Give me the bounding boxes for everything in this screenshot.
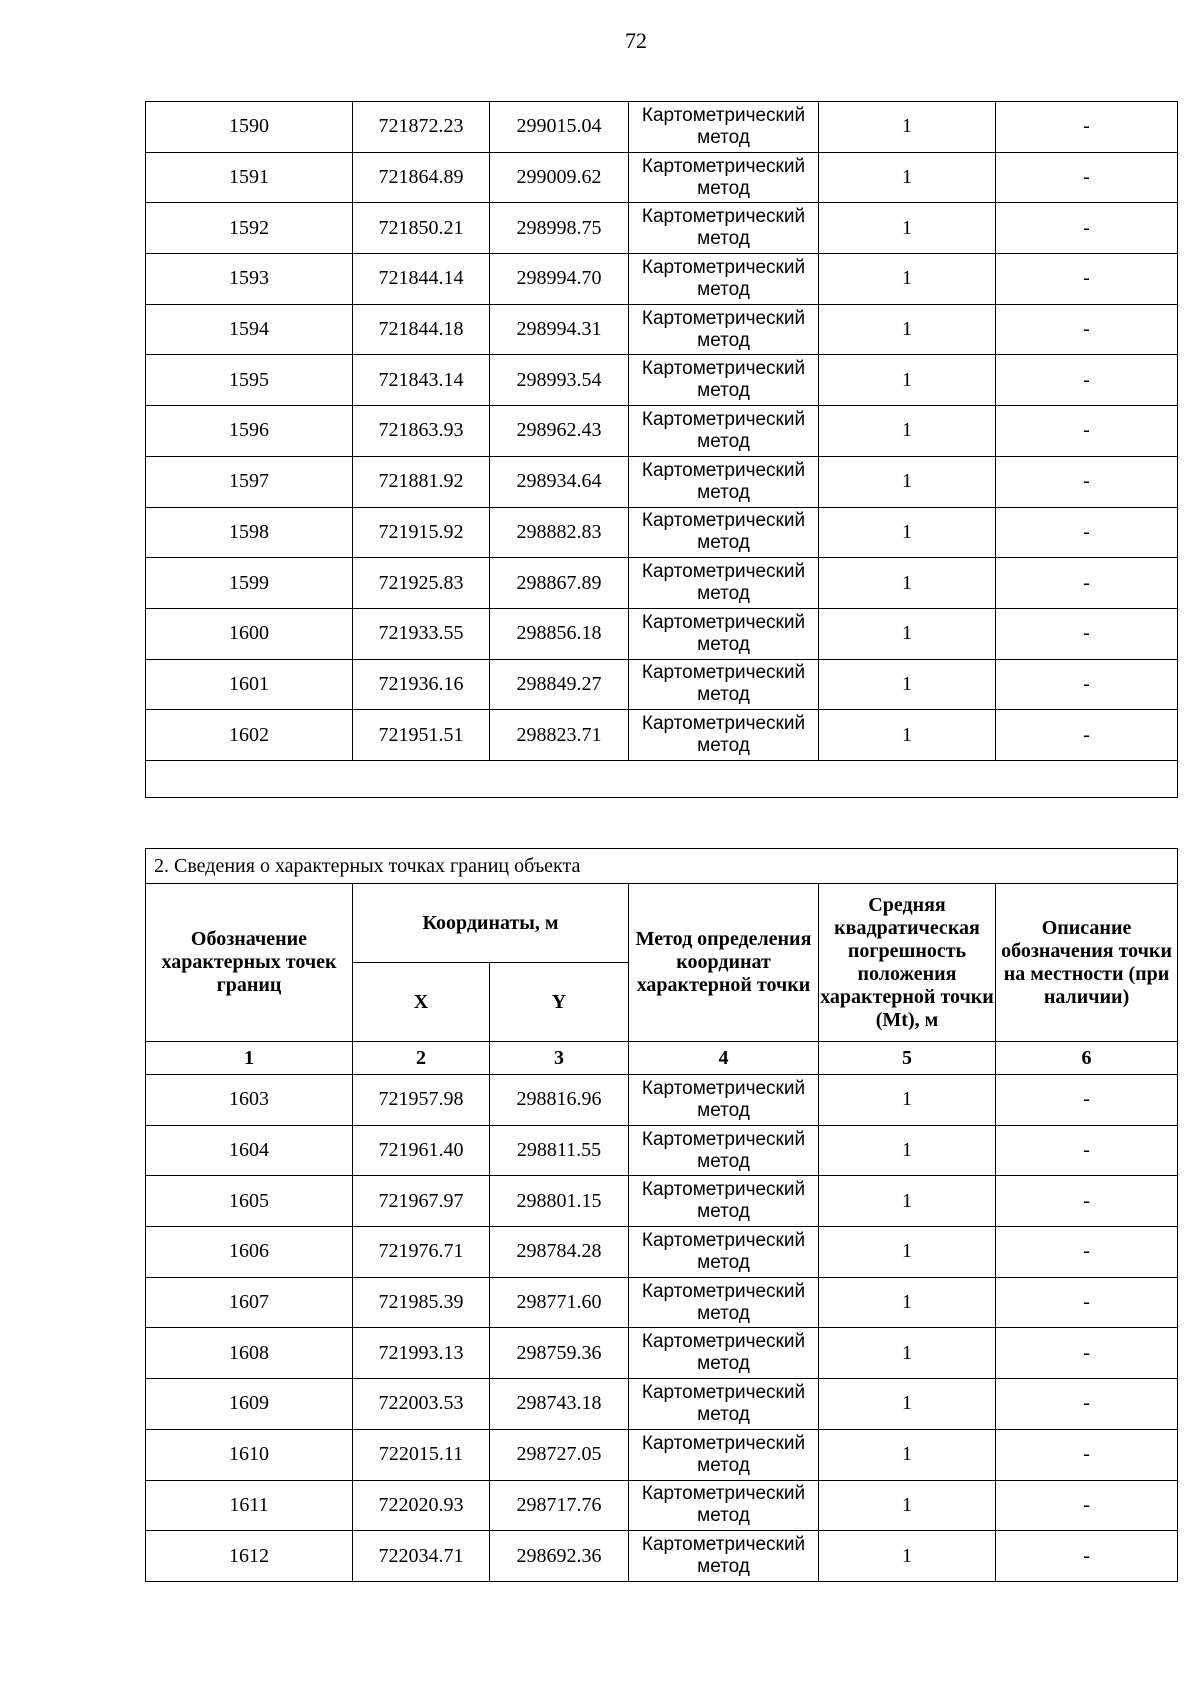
mt-cell: 1 (819, 203, 996, 254)
header-coordinates: Координаты, м (353, 884, 629, 963)
empty-row (146, 760, 1178, 797)
mt-cell: 1 (819, 304, 996, 355)
x-coordinate-cell: 722003.53 (353, 1379, 490, 1430)
description-cell: - (996, 1277, 1178, 1328)
description-cell: - (996, 152, 1178, 203)
point-cell: 1597 (146, 456, 353, 507)
point-cell: 1596 (146, 406, 353, 457)
header-y: Y (490, 963, 629, 1042)
coordinates-table-continued (145, 101, 1178, 798)
description-cell: - (996, 1429, 1178, 1480)
x-coordinate-cell: 721844.18 (353, 304, 490, 355)
method-cell: Картометрический метод (629, 1075, 819, 1126)
description-cell: - (996, 254, 1178, 305)
column-number: 4 (629, 1042, 819, 1075)
method-cell: Картометрический метод (629, 1328, 819, 1379)
method-cell: Картометрический метод (629, 1176, 819, 1227)
method-cell: Картометрический метод (629, 254, 819, 305)
method-cell: Картометрический метод (629, 608, 819, 659)
table-row (146, 102, 1178, 153)
x-coordinate-cell: 721985.39 (353, 1277, 490, 1328)
description-cell: - (996, 608, 1178, 659)
point-cell: 1602 (146, 710, 353, 761)
y-coordinate-cell: 298743.18 (490, 1379, 629, 1430)
table-row (146, 507, 1178, 558)
mt-cell: 1 (819, 406, 996, 457)
table-row (146, 1531, 1178, 1582)
description-cell: - (996, 1531, 1178, 1582)
y-coordinate-cell: 298811.55 (490, 1125, 629, 1176)
method-cell: Картометрический метод (629, 406, 819, 457)
table-row (146, 456, 1178, 507)
table-row (146, 1429, 1178, 1480)
point-cell: 1608 (146, 1328, 353, 1379)
table2-body (146, 849, 1178, 1582)
description-cell: - (996, 659, 1178, 710)
x-coordinate-cell: 721993.13 (353, 1328, 490, 1379)
table-row (146, 1277, 1178, 1328)
x-coordinate-cell: 721925.83 (353, 558, 490, 609)
table-row (146, 304, 1178, 355)
mt-cell: 1 (819, 355, 996, 406)
point-cell: 1591 (146, 152, 353, 203)
y-coordinate-cell: 298962.43 (490, 406, 629, 457)
point-cell: 1610 (146, 1429, 353, 1480)
point-cell: 1609 (146, 1379, 353, 1430)
x-coordinate-cell: 722015.11 (353, 1429, 490, 1480)
header-row-top (146, 884, 1178, 963)
table-row (146, 608, 1178, 659)
y-coordinate-cell: 298882.83 (490, 507, 629, 558)
point-cell: 1593 (146, 254, 353, 305)
point-cell: 1599 (146, 558, 353, 609)
y-coordinate-cell: 298759.36 (490, 1328, 629, 1379)
method-cell: Картометрический метод (629, 1480, 819, 1531)
column-number: 2 (353, 1042, 490, 1075)
mt-cell: 1 (819, 710, 996, 761)
description-cell: - (996, 355, 1178, 406)
point-cell: 1595 (146, 355, 353, 406)
y-coordinate-cell: 298784.28 (490, 1227, 629, 1278)
description-cell: - (996, 102, 1178, 153)
table-row (146, 1227, 1178, 1278)
mt-cell: 1 (819, 1125, 996, 1176)
mt-cell: 1 (819, 456, 996, 507)
column-number: 6 (996, 1042, 1178, 1075)
description-cell: - (996, 710, 1178, 761)
y-coordinate-cell: 298998.75 (490, 203, 629, 254)
method-cell: Картометрический метод (629, 710, 819, 761)
header-point: Обозначение характерных точек границ (146, 884, 353, 1042)
method-cell: Картометрический метод (629, 1277, 819, 1328)
header-x: X (353, 963, 490, 1042)
method-cell: Картометрический метод (629, 1125, 819, 1176)
mt-cell: 1 (819, 608, 996, 659)
column-number: 5 (819, 1042, 996, 1075)
method-cell: Картометрический метод (629, 507, 819, 558)
point-cell: 1600 (146, 608, 353, 659)
x-coordinate-cell: 721863.93 (353, 406, 490, 457)
y-coordinate-cell: 298856.18 (490, 608, 629, 659)
y-coordinate-cell: 298717.76 (490, 1480, 629, 1531)
table-row (146, 355, 1178, 406)
table-row (146, 1328, 1178, 1379)
method-cell: Картометрический метод (629, 203, 819, 254)
mt-cell: 1 (819, 1379, 996, 1430)
table-row (146, 1379, 1178, 1430)
point-cell: 1605 (146, 1176, 353, 1227)
x-coordinate-cell: 722020.93 (353, 1480, 490, 1531)
column-number: 3 (490, 1042, 629, 1075)
table-caption: 2. Сведения о характерных точках границ объекта (146, 849, 1178, 884)
point-cell: 1601 (146, 659, 353, 710)
y-coordinate-cell: 298994.31 (490, 304, 629, 355)
point-cell: 1612 (146, 1531, 353, 1582)
method-cell: Картометрический метод (629, 558, 819, 609)
mt-cell: 1 (819, 1328, 996, 1379)
table-row (146, 1480, 1178, 1531)
x-coordinate-cell: 721957.98 (353, 1075, 490, 1126)
x-coordinate-cell: 721843.14 (353, 355, 490, 406)
y-coordinate-cell: 298816.96 (490, 1075, 629, 1126)
x-coordinate-cell: 721936.16 (353, 659, 490, 710)
table-row (146, 1176, 1178, 1227)
point-cell: 1611 (146, 1480, 353, 1531)
mt-cell: 1 (819, 1429, 996, 1480)
x-coordinate-cell: 721976.71 (353, 1227, 490, 1278)
mt-cell: 1 (819, 254, 996, 305)
x-coordinate-cell: 721915.92 (353, 507, 490, 558)
mt-cell: 1 (819, 1176, 996, 1227)
mt-cell: 1 (819, 558, 996, 609)
y-coordinate-cell: 298771.60 (490, 1277, 629, 1328)
table-caption-row (146, 849, 1178, 884)
description-cell: - (996, 1176, 1178, 1227)
description-cell: - (996, 507, 1178, 558)
table-row (146, 406, 1178, 457)
description-cell: - (996, 1125, 1178, 1176)
mt-cell: 1 (819, 1480, 996, 1531)
page-number: 72 (625, 28, 647, 53)
x-coordinate-cell: 721933.55 (353, 608, 490, 659)
mt-cell: 1 (819, 1075, 996, 1126)
empty-cell (146, 760, 1178, 797)
y-coordinate-cell: 298692.36 (490, 1531, 629, 1582)
method-cell: Картометрический метод (629, 1379, 819, 1430)
point-cell: 1590 (146, 102, 353, 153)
mt-cell: 1 (819, 1277, 996, 1328)
table-row (146, 152, 1178, 203)
x-coordinate-cell: 721951.51 (353, 710, 490, 761)
method-cell: Картометрический метод (629, 456, 819, 507)
point-cell: 1594 (146, 304, 353, 355)
y-coordinate-cell: 299009.62 (490, 152, 629, 203)
mt-cell: 1 (819, 1227, 996, 1278)
point-cell: 1607 (146, 1277, 353, 1328)
point-cell: 1603 (146, 1075, 353, 1126)
description-cell: - (996, 304, 1178, 355)
method-cell: Картометрический метод (629, 102, 819, 153)
mt-cell: 1 (819, 152, 996, 203)
point-cell: 1604 (146, 1125, 353, 1176)
x-coordinate-cell: 721850.21 (353, 203, 490, 254)
column-number: 1 (146, 1042, 353, 1075)
description-cell: - (996, 456, 1178, 507)
method-cell: Картометрический метод (629, 304, 819, 355)
table-row (146, 254, 1178, 305)
x-coordinate-cell: 721864.89 (353, 152, 490, 203)
description-cell: - (996, 1328, 1178, 1379)
method-cell: Картометрический метод (629, 1227, 819, 1278)
description-cell: - (996, 1480, 1178, 1531)
header-method: Метод определения координат характерной точки (629, 884, 819, 1042)
description-cell: - (996, 1075, 1178, 1126)
y-coordinate-cell: 298994.70 (490, 254, 629, 305)
mt-cell: 1 (819, 659, 996, 710)
description-cell: - (996, 203, 1178, 254)
table-row (146, 203, 1178, 254)
y-coordinate-cell: 299015.04 (490, 102, 629, 153)
method-cell: Картометрический метод (629, 1429, 819, 1480)
table1-body (146, 102, 1178, 798)
y-coordinate-cell: 298801.15 (490, 1176, 629, 1227)
y-coordinate-cell: 298823.71 (490, 710, 629, 761)
description-cell: - (996, 1227, 1178, 1278)
y-coordinate-cell: 298867.89 (490, 558, 629, 609)
x-coordinate-cell: 722034.71 (353, 1531, 490, 1582)
x-coordinate-cell: 721872.23 (353, 102, 490, 153)
method-cell: Картометрический метод (629, 1531, 819, 1582)
table-row (146, 558, 1178, 609)
x-coordinate-cell: 721881.92 (353, 456, 490, 507)
x-coordinate-cell: 721844.14 (353, 254, 490, 305)
point-cell: 1606 (146, 1227, 353, 1278)
description-cell: - (996, 558, 1178, 609)
mt-cell: 1 (819, 1531, 996, 1582)
y-coordinate-cell: 298849.27 (490, 659, 629, 710)
mt-cell: 1 (819, 102, 996, 153)
column-number-row (146, 1042, 1178, 1075)
header-mt: Средняя квадратическая погрешность положения характерной точки (Mt), м (819, 884, 996, 1042)
x-coordinate-cell: 721961.40 (353, 1125, 490, 1176)
table-row (146, 1075, 1178, 1126)
point-cell: 1598 (146, 507, 353, 558)
method-cell: Картометрический метод (629, 152, 819, 203)
y-coordinate-cell: 298934.64 (490, 456, 629, 507)
description-cell: - (996, 406, 1178, 457)
y-coordinate-cell: 298993.54 (490, 355, 629, 406)
table-row (146, 710, 1178, 761)
table-row (146, 1125, 1178, 1176)
method-cell: Картометрический метод (629, 659, 819, 710)
table-row (146, 659, 1178, 710)
method-cell: Картометрический метод (629, 355, 819, 406)
description-cell: - (996, 1379, 1178, 1430)
point-cell: 1592 (146, 203, 353, 254)
header-description: Описание обозначения точки на местности (при наличии) (996, 884, 1178, 1042)
mt-cell: 1 (819, 507, 996, 558)
boundary-points-table (145, 848, 1178, 1582)
x-coordinate-cell: 721967.97 (353, 1176, 490, 1227)
y-coordinate-cell: 298727.05 (490, 1429, 629, 1480)
